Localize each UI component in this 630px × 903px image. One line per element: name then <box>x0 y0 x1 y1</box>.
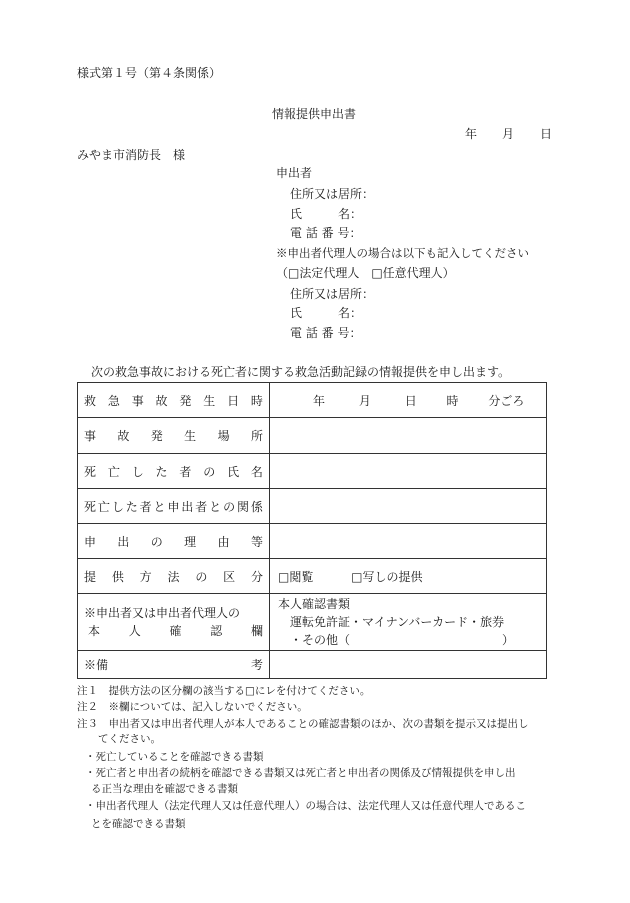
label-justified <box>84 656 269 673</box>
agent-phone-label: 電 話 番 号： <box>290 326 362 340</box>
label-justified: 死 亡 し た 者 の 氏 名 <box>84 464 263 479</box>
label-justified: 提 供 方 法 の 区 分 <box>84 569 263 584</box>
identity-label-line1: ※申出者又は申出者代理人の <box>84 606 241 620</box>
agent-name-label: 氏 名： <box>290 306 363 320</box>
date-month-label: 月 <box>502 127 515 141</box>
application-table <box>77 382 547 679</box>
datetime-year: 年 <box>313 393 326 408</box>
reason-field[interactable] <box>270 524 547 559</box>
table-row <box>78 594 547 651</box>
relationship-field[interactable] <box>270 489 547 524</box>
id-docs-other <box>278 631 546 649</box>
datetime-minute: 分ごろ <box>488 393 525 408</box>
row-label-reason <box>78 524 270 559</box>
applicant-name-label: 氏 名： <box>290 207 363 221</box>
table-row <box>78 454 547 489</box>
statement: 次の救急事故における死亡者に関する救急活動記録の情報提供を申し出ます。 <box>91 365 511 379</box>
incident-location-field[interactable] <box>270 418 547 454</box>
remarks-label-a: ※備 <box>84 658 109 672</box>
id-docs-heading: 本人確認書類 <box>278 597 351 611</box>
label-justified: 死 亡 し た 者 と 申 出 者 と の 関 係 <box>84 499 263 514</box>
date-day-label: 日 <box>540 127 553 141</box>
table-row <box>78 651 547 679</box>
bullet-2-line2: る正当な理由を確認できる書類 <box>91 783 238 795</box>
identity-check-field <box>270 594 547 651</box>
datetime-day: 日 <box>404 393 417 408</box>
applicant-heading: 申出者 <box>276 166 313 180</box>
table-row <box>78 524 547 559</box>
label-justified: 申 出 の 理 由 等 <box>84 534 263 549</box>
applicant-address-label: 住所又は居所： <box>290 187 375 201</box>
label-justified: 事 故 発 生 場 所 <box>84 429 263 443</box>
row-label-remarks <box>78 651 270 679</box>
incident-datetime-field[interactable] <box>270 383 547 418</box>
id-docs-other-prefix: ・その他（ <box>290 633 351 647</box>
row-label-incident-datetime <box>78 383 270 418</box>
date-year-label: 年 <box>465 127 478 141</box>
datetime-month: 月 <box>358 393 371 408</box>
row-label-relationship <box>78 489 270 524</box>
id-docs-other-suffix: ） <box>502 633 515 647</box>
document-title: 情報提供申出書 <box>272 107 357 121</box>
applicant-phone-label: 電 話 番 号： <box>290 226 362 240</box>
addressee: みやま市消防長 様 <box>77 148 186 162</box>
agent-type-options: （□法定代理人 □任意代理人） <box>276 266 455 280</box>
identity-label-line2: 本 人 確 認 欄 <box>88 624 263 638</box>
table-row <box>78 418 547 454</box>
agent-note: ※申出者代理人の場合は以下も記入してください <box>276 246 529 260</box>
row-label-deceased-name <box>78 454 270 489</box>
bullet-2-line1: ・死亡者と申出者の続柄を確認できる書類又は死亡者と申出者の関係及び情報提供を申し出 <box>85 767 516 779</box>
form-number: 様式第１号（第４条関係） <box>77 66 222 80</box>
note-2: 注２ ※欄については、記入しないでください。 <box>77 701 308 713</box>
note-1: 注１ 提供方法の区分欄の該当する□にレを付けてください。 <box>77 685 371 697</box>
table-row <box>78 383 547 418</box>
bullet-1: ・死亡していることを確認できる書類 <box>85 751 264 763</box>
bullet-3-line2: とを確認できる書類 <box>91 818 186 830</box>
option-viewing-checkbox[interactable]: □閲覧 <box>278 569 314 584</box>
deceased-name-field[interactable] <box>270 454 547 489</box>
label-justified: 救 急 事 故 発 生 日 時 <box>84 393 263 408</box>
id-docs-list: 運転免許証・マイナンバーカード・旅券 <box>290 615 505 629</box>
row-label-incident-location <box>78 418 270 454</box>
note-3-line2: てください。 <box>98 733 161 745</box>
row-label-provision-method <box>78 559 270 594</box>
row-label-identity-check <box>78 594 270 651</box>
agent-address-label: 住所又は居所： <box>290 287 375 301</box>
table-row <box>78 489 547 524</box>
table-row <box>78 559 547 594</box>
provision-method-field <box>270 559 547 594</box>
bullet-3-line1: ・申出者代理人（法定代理人又は任意代理人）の場合は、法定代理人又は任意代理人であるこ <box>85 800 526 812</box>
option-copy-checkbox[interactable]: □写しの提供 <box>351 569 423 584</box>
remarks-field <box>270 651 547 679</box>
remarks-label-b: 考 <box>250 658 263 672</box>
datetime-hour: 時 <box>446 393 459 408</box>
note-3-line1: 注３ 申出者又は申出者代理人が本人であることの確認書類のほか、次の書類を提示又は提出し <box>77 718 529 730</box>
